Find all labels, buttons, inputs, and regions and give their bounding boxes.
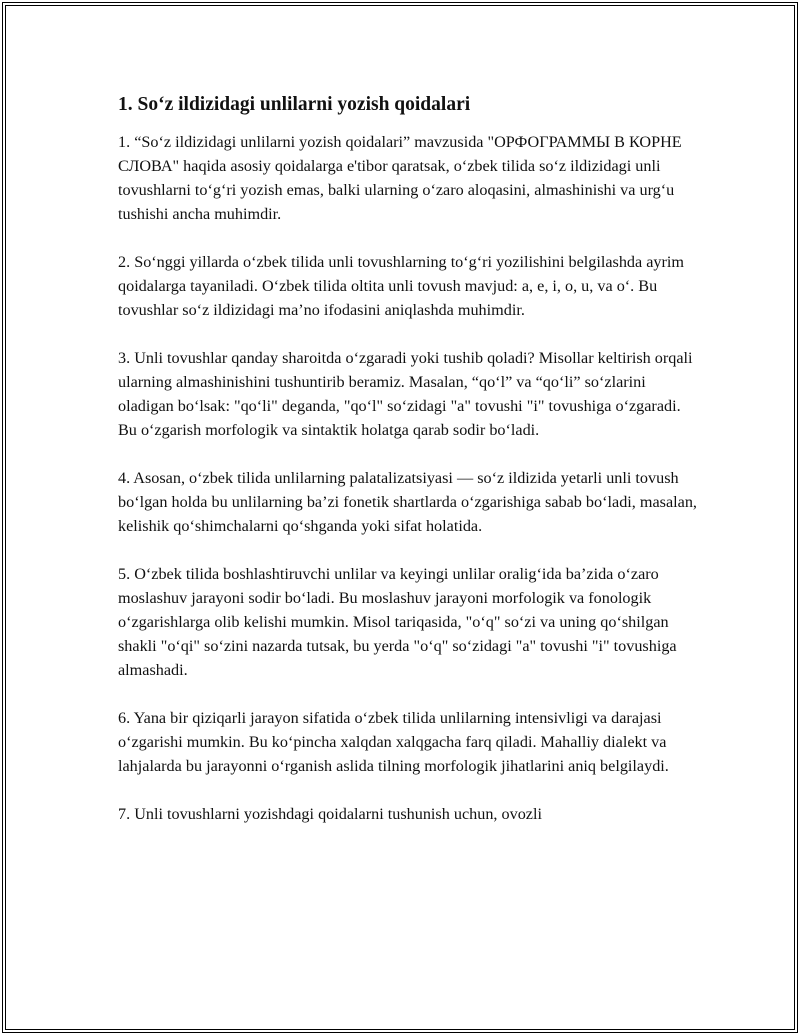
paragraph-6: 6. Yana bir qiziqarli jarayon sifatida o‘zbek tilida unlilarning intensivligi va darajasi o‘zgarishi mumkin. Bu ko‘pincha xalqdan xalqgacha farq qiladi. Mahalliy dialekt va lahjalarda bu jarayonni o‘rganish aslida tilning morfologik jihatlarini aniq belgilaydi. — [118, 709, 669, 775]
paragraph-5: 5. O‘zbek tilida boshlashtiruvchi unlilar va keyingi unlilar oralig‘ida ba’zida o‘zaro moslashuv jarayoni sodir bo‘ladi. Bu moslashuv jarayoni morfologik va fonologik o‘zgarishlarga olib kelishi mumkin. Misol tariqasida, "o‘q" so‘zi va uning qo‘shilgan shakli "o‘qi" so‘zini nazarda tutsak, bu yerda "o‘q" so‘zidagi "a" tovushi "i" tovushiga almashadi. — [118, 565, 677, 679]
document-body — [118, 92, 698, 850]
paragraph-4: 4. Asosan, o‘zbek tilida unlilarning palatalizatsiyasi — so‘z ildizida yetarli unli tovush bo‘lgan holda bu unlilarning ba’zi fonetik shartlarda o‘zgarishiga sabab bo‘ladi, masalan, kelishik qo‘shimchalarni qo‘shganda yoki sifat holatida. — [118, 469, 697, 535]
paragraph-3: 3. Unli tovushlar qanday sharoitda o‘zgaradi yoki tushib qoladi? Misollar keltirish orqali ularning almashinishini tushuntirib beramiz. Masalan, “qo‘l” va “qo‘li” so‘zlarini oladigan bo‘lsak: "qo‘li" deganda, "qo‘l" so‘zidagi "a" tovushi "i" tovushiga o‘zgaradi. Bu o‘zgarish morfologik va sintaktik holatga qarab sodir bo‘ladi. — [118, 349, 693, 439]
paragraph-2: 2. So‘nggi yillarda o‘zbek tilida unli tovushlarning to‘g‘ri yozilishini belgilashda ayrim qoidalarga tayaniladi. O‘zbek tilida oltita unli tovush mavjud: a, e, i, o, u, va o‘. Bu tovushlar so‘z ildizidagi ma’no ifodasini aniqlashda muhimdir. — [118, 253, 685, 319]
paragraph-1: 1. “So‘z ildizidagi unlilarni yozish qoidalari” mavzusida "ОРФОГРАММЫ В КОРНЕ СЛОВА" haqida asosiy qoidalarga e'tibor qaratsak, o‘zbek tilida so‘z ildizidagi unli tovushlarni to‘g‘ri yozish emas, balki ularning o‘zaro aloqasini, almashinishi va urg‘u tushishi ancha muhimdir. — [118, 133, 682, 223]
document-title: 1. So‘z ildizidagi unlilarni yozish qoidalari — [118, 94, 471, 115]
paragraph-7: 7. Unli tovushlarni yozishdagi qoidalarni tushunish uchun, ovozli — [118, 805, 542, 823]
